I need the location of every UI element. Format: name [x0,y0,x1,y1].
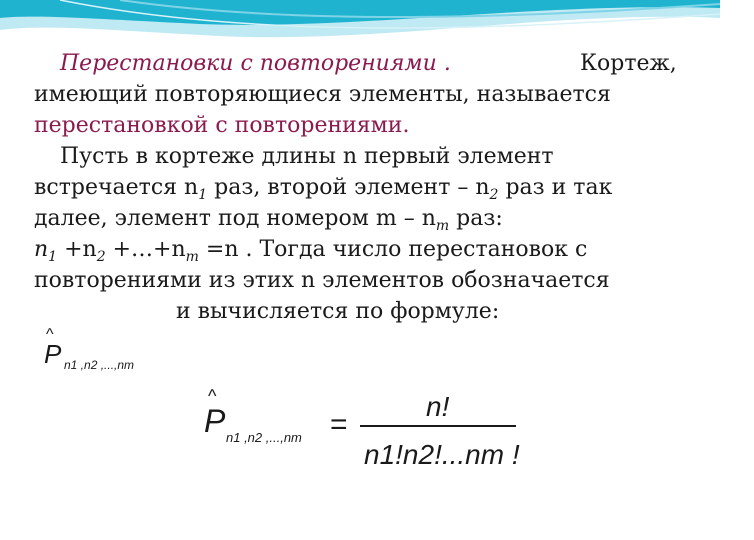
inline-P: P [44,339,62,369]
line4-sub-1: 1 [48,249,58,265]
paragraph2-line5: повторениями из этих n элементов обозначается [34,268,610,293]
subscript-1: 1 [198,187,208,203]
word-kortezh: Кортеж, [580,51,677,76]
formula-denominator: n1!n2!...nm ! [364,439,520,470]
line4-ellipsis-n: +…+n [105,237,186,262]
line2-part-a: встречается n [34,175,199,200]
inline-subscript: n1 ,n2 ,...,nm [64,358,135,372]
formula-hat: ^ [208,386,217,406]
paragraph2-line3 [34,203,754,234]
paragraph2-line2 [34,172,754,203]
inline-hat: ^ [46,326,54,343]
line4-sub-2: 2 [96,249,106,265]
line4-n: n [34,237,49,262]
line3-part-a: далее, элемент под номером m – n [34,206,436,231]
formula-equals: = [330,408,348,441]
permutation-formula [204,388,524,488]
paragraph2-line6: и вычисляется по формуле: [176,299,500,324]
paragraph2-line1: Пусть в кортеже длины n первый элемент [60,144,554,169]
formula-subscript: n1 ,n2 ,...,nm [226,430,302,445]
line2-part-c: раз и так [498,175,613,200]
line4-rest: =n . Тогда число перестановок с [198,237,588,262]
main-text [34,48,754,327]
permutation-symbol-inline [44,326,184,375]
line3-part-b: раз: [449,206,503,231]
subscript-2: 2 [489,187,499,203]
formula-P: P [204,403,226,439]
paragraph1-line2: имеющий повторяющиеся элементы, называется [34,82,611,107]
line2-part-b: раз, второй элемент – n [207,175,490,200]
line4-sub-m: m [185,249,199,265]
paragraph1-line1 [34,48,754,79]
paragraph1-line3: перестановкой с повторениями. [34,113,410,138]
subscript-m: m [435,218,450,234]
formula-numerator: n! [426,391,450,422]
paragraph2-line4 [34,234,754,265]
term-permutations-with-repetition: Перестановки с повторениями . [60,51,451,76]
line4-plus-n: +n [57,237,97,262]
